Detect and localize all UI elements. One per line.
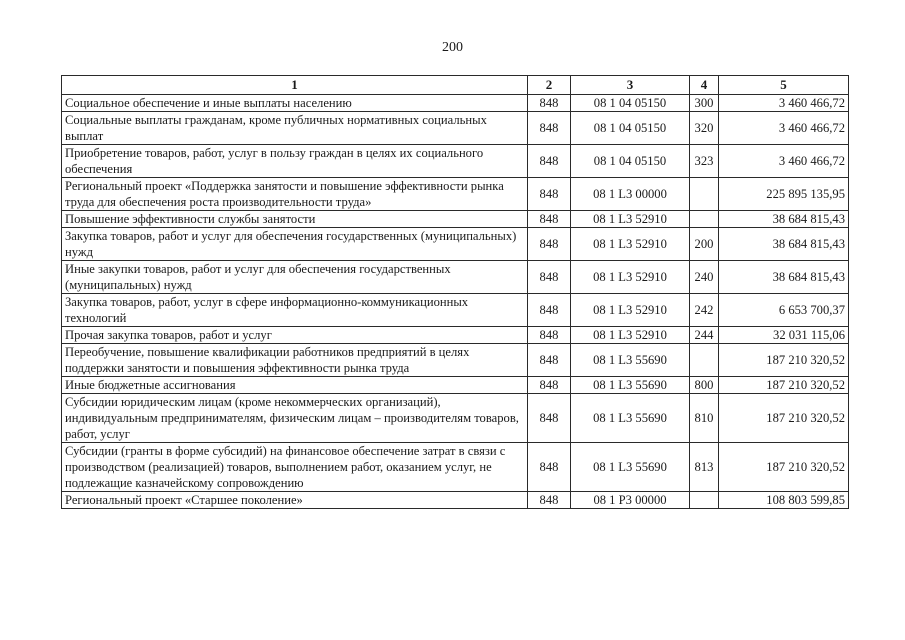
row-expense-type: 240 xyxy=(690,261,719,294)
row-expense-type: 813 xyxy=(690,443,719,492)
row-org-code: 848 xyxy=(528,261,571,294)
row-amount: 187 210 320,52 xyxy=(719,344,849,377)
table-row xyxy=(62,228,849,261)
row-target-code: 08 1 L3 55690 xyxy=(571,394,690,443)
table-row xyxy=(62,178,849,211)
row-org-code: 848 xyxy=(528,112,571,145)
row-name: Субсидии юридическим лицам (кроме некоммерческих организаций), индивидуальным предпринимателям, физическим лицам – производителям товаров, работ, услуг xyxy=(62,394,528,443)
table-row xyxy=(62,261,849,294)
row-name: Иные бюджетные ассигнования xyxy=(62,377,528,394)
table-row xyxy=(62,95,849,112)
row-amount: 6 653 700,37 xyxy=(719,294,849,327)
table-row xyxy=(62,211,849,228)
row-target-code: 08 1 L3 52910 xyxy=(571,294,690,327)
row-expense-type: 323 xyxy=(690,145,719,178)
row-expense-type xyxy=(690,492,719,509)
column-header-type: 4 xyxy=(690,76,719,95)
table-row xyxy=(62,443,849,492)
row-name: Переобучение, повышение квалификации работников предприятий в целях поддержки занятости и повышения эффективности рынка труда xyxy=(62,344,528,377)
table-row xyxy=(62,294,849,327)
table-row xyxy=(62,377,849,394)
row-expense-type: 810 xyxy=(690,394,719,443)
column-header-code: 3 xyxy=(571,76,690,95)
row-name: Прочая закупка товаров, работ и услуг xyxy=(62,327,528,344)
table-row xyxy=(62,327,849,344)
row-org-code: 848 xyxy=(528,294,571,327)
column-header-org: 2 xyxy=(528,76,571,95)
row-amount: 187 210 320,52 xyxy=(719,443,849,492)
row-target-code: 08 1 L3 00000 xyxy=(571,178,690,211)
row-expense-type: 300 xyxy=(690,95,719,112)
row-name: Региональный проект «Старшее поколение» xyxy=(62,492,528,509)
row-amount: 38 684 815,43 xyxy=(719,228,849,261)
table-row xyxy=(62,394,849,443)
row-expense-type: 320 xyxy=(690,112,719,145)
row-amount: 3 460 466,72 xyxy=(719,95,849,112)
row-target-code: 08 1 L3 52910 xyxy=(571,327,690,344)
row-target-code: 08 1 L3 52910 xyxy=(571,211,690,228)
row-target-code: 08 1 L3 55690 xyxy=(571,344,690,377)
row-expense-type xyxy=(690,178,719,211)
row-amount: 38 684 815,43 xyxy=(719,261,849,294)
row-name: Социальное обеспечение и иные выплаты населению xyxy=(62,95,528,112)
row-org-code: 848 xyxy=(528,377,571,394)
row-org-code: 848 xyxy=(528,344,571,377)
row-amount: 187 210 320,52 xyxy=(719,377,849,394)
column-header-amount: 5 xyxy=(719,76,849,95)
row-name: Приобретение товаров, работ, услуг в пользу граждан в целях их социального обеспечения xyxy=(62,145,528,178)
row-name: Субсидии (гранты в форме субсидий) на финансовое обеспечение затрат в связи с производством (реализацией) товаров, выполнением работ, оказанием услуг, не подлежащие казначейскому сопровождению xyxy=(62,443,528,492)
row-name: Региональный проект «Поддержка занятости и повышение эффективности рынка труда для обеспечения роста производительности труда» xyxy=(62,178,528,211)
row-target-code: 08 1 L3 52910 xyxy=(571,261,690,294)
row-target-code: 08 1 L3 55690 xyxy=(571,443,690,492)
row-expense-type: 242 xyxy=(690,294,719,327)
row-amount: 32 031 115,06 xyxy=(719,327,849,344)
row-org-code: 848 xyxy=(528,95,571,112)
row-target-code: 08 1 04 05150 xyxy=(571,95,690,112)
row-name: Закупка товаров, работ и услуг для обеспечения государственных (муниципальных) нужд xyxy=(62,228,528,261)
table-row xyxy=(62,492,849,509)
table-header-row xyxy=(62,76,849,95)
row-name: Иные закупки товаров, работ и услуг для обеспечения государственных (муниципальных) нужд xyxy=(62,261,528,294)
row-amount: 3 460 466,72 xyxy=(719,112,849,145)
row-org-code: 848 xyxy=(528,211,571,228)
row-expense-type: 800 xyxy=(690,377,719,394)
row-target-code: 08 1 04 05150 xyxy=(571,112,690,145)
page-number: 200 xyxy=(442,40,463,55)
row-name: Повышение эффективности службы занятости xyxy=(62,211,528,228)
table-row xyxy=(62,344,849,377)
row-name: Социальные выплаты гражданам, кроме публичных нормативных социальных выплат xyxy=(62,112,528,145)
row-org-code: 848 xyxy=(528,443,571,492)
row-target-code: 08 1 04 05150 xyxy=(571,145,690,178)
row-org-code: 848 xyxy=(528,145,571,178)
row-org-code: 848 xyxy=(528,492,571,509)
row-name: Закупка товаров, работ, услуг в сфере информационно-коммуникационных технологий xyxy=(62,294,528,327)
row-amount: 225 895 135,95 xyxy=(719,178,849,211)
column-header-name: 1 xyxy=(62,76,528,95)
table-row xyxy=(62,112,849,145)
row-target-code: 08 1 P3 00000 xyxy=(571,492,690,509)
row-expense-type xyxy=(690,211,719,228)
table-row xyxy=(62,145,849,178)
budget-table xyxy=(61,75,849,509)
row-org-code: 848 xyxy=(528,394,571,443)
row-org-code: 848 xyxy=(528,178,571,211)
row-target-code: 08 1 L3 55690 xyxy=(571,377,690,394)
row-amount: 108 803 599,85 xyxy=(719,492,849,509)
row-expense-type: 200 xyxy=(690,228,719,261)
row-amount: 3 460 466,72 xyxy=(719,145,849,178)
row-org-code: 848 xyxy=(528,228,571,261)
row-amount: 187 210 320,52 xyxy=(719,394,849,443)
row-target-code: 08 1 L3 52910 xyxy=(571,228,690,261)
row-expense-type xyxy=(690,344,719,377)
row-amount: 38 684 815,43 xyxy=(719,211,849,228)
row-expense-type: 244 xyxy=(690,327,719,344)
row-org-code: 848 xyxy=(528,327,571,344)
